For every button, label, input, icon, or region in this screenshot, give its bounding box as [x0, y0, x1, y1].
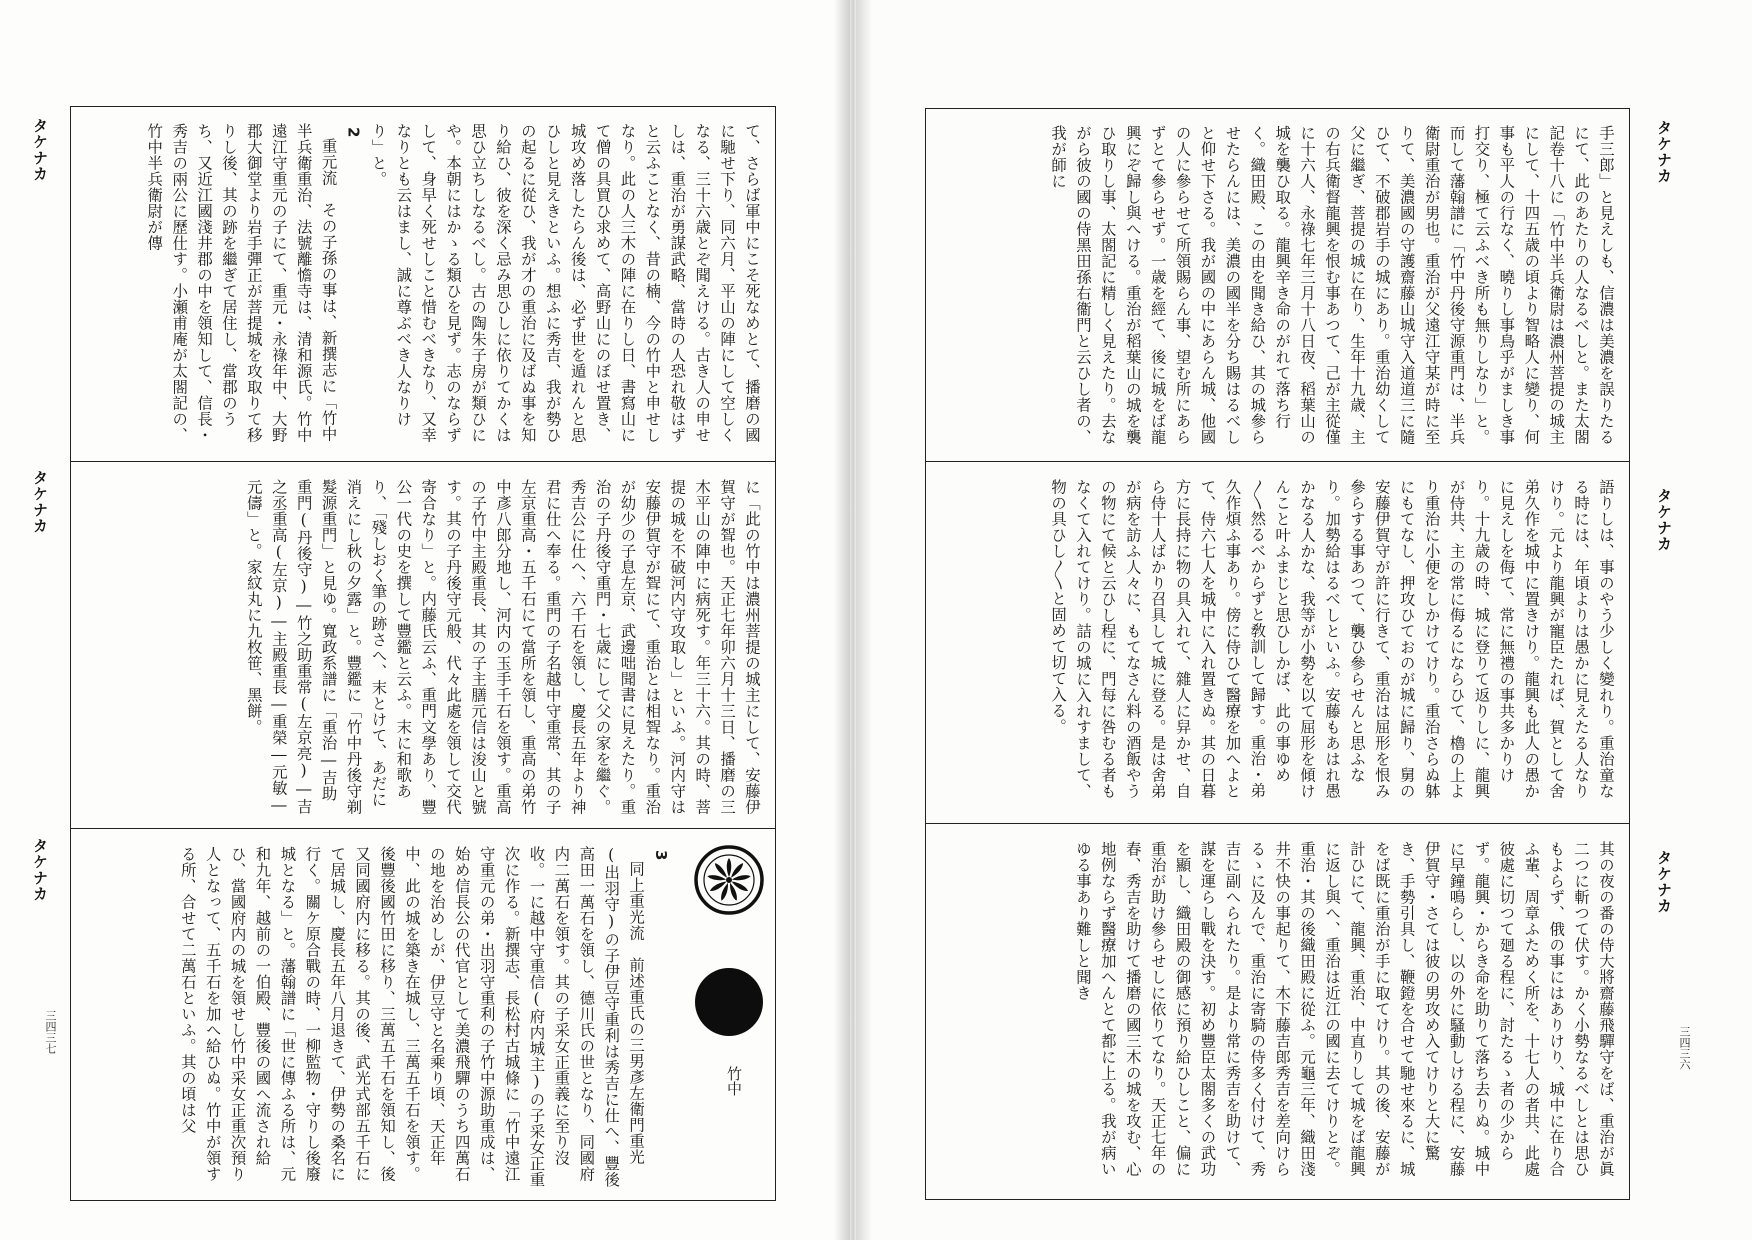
section-divider	[71, 828, 775, 829]
paragraph: 其の夜の番の侍大將齋藤飛驒守をば、重治が眞二つに斬つて伏す。かく小勢なるべしとは思ひもよらず、俄の事にはありけり、城中に在り合ふ輩、周章ふためく所を、十七人の者共、此處彼處に切つて廻る程に、討たるゝ者の少からず。龍興・からき命を助りて落ち去りぬ。城中に早鐘鳴らし、以の外に騷動しける程に、安藤伊賀守・さては彼の男攻め入てけりと大に驚き、手勢引具し、鞭鐙を合せて馳せ來るに、城をば既に重治が手に取てけり。其の後、安藤が計ひにて、龍興、重治、中直りして城をば龍興に返し與へ、重治は近江の國に去てけりとぞ。重治・其の後織田殿に從ふ。元龜三年、織田淺井不快の事起りて、木下藤吉郎秀吉を差向けらるゝに及んで、重治に寄騎の侍多く付けて、秀吉に副へられたり。是より常に秀吉を助けて、謀を運らし戰を決す。初め豐臣太閤多くの武功を顯し、織田殿の御感に預り給ひしこと、偏に重治が助け參らせしに依りてなり。天正七年の春、秀吉を助けて播磨の國三木の城を攻む、心地例ならず醫療加へんとて都に上る。我が病いゆる事あり難しと聞き	[1073, 841, 1615, 1177]
paragraph: 同上重光流 前述重氏の三男彥左衛門重光(出羽守)の子伊豆守重利は秀吉に仕へ、豐後高田一萬石を領し、德川氏の世となり、同國府内二萬石を領す。其の子采女正重義に至り沒收。一に越中守重信(府内城主)の子采女正重次に作る。新撰志、長松村古城條に「竹中遠江守重元の弟・出羽守重利の子竹中源助重成は、始め信長公の代官として美濃飛驒のうち四萬石の地を治めしが、伊豆守と名乘り頃、天正年中、此の城を築き在城し、三萬五千石を領す。後豐後國竹田に移り、三萬五千石を領知し、後又同國府内に移る。其の後、武光式部五千石にて居城し、慶長五年八月退きて、伊勢の桑名に行く。關ケ原合戰の時、一柳監物・守りし後廢城となる」と。藩翰譜に「世に傳ふる所は、元和九年、越前の一伯殿、豐後の國へ流され給ひ、當國府内の城を領せし竹中采女正重次預り人となって、五千石を加へ給ひぬ。竹中が領する所、合せて二萬石といふ。其の頃は父	[178, 846, 646, 1188]
family-crests	[685, 836, 773, 1186]
right-page	[856, 0, 1752, 1240]
section-divider	[926, 461, 1629, 462]
paragraph: に「此の竹中は濃州菩提の城主にして、安藤伊賀守が聟也。天正七年卯六月十三日、播磨の三木平山の陣中に病死す。年三十六。其の時、菩提の城を不破河内守攻取し」といふ。河内守は安藤伊賀守が聟にて、重治とは相聟なり。重治が幼少の子息左京、武邊咄聞書に見えたり。重治の子丹後守重門・七歳にして父の家を繼ぐ。秀吉公に仕へ、六千石を領し、慶長五年より神君に仕へ奉る。重門の子名越中守重常、其の子左京重高・五千石にて當所を領し、重高の弟竹中彥八郎分地し、河内の玉手千石を領す。重高の子竹中主殿重長、其の子主膳元信は浚山と號す。其の子丹後守元般、代々此處を領して交代寄合なり」と。内藤氏云ふ、重門文學あり、豐公一代の史を撰して豐鑑と云ふ。末に和歌あり、「殘しおく筆の跡さへ、末とけて、あだに消えにし秋の夕露」と。豐鑑に「竹中丹後守剃髮源重門」と見ゆ。寬政系譜に「重治―吉助重門(丹後守)―竹之助重常(左京亮)―吉之丞重高(左京)―主殿重長―重榮―元敏―元儔」と。家紋丸に九枚笹、黑餅。	[244, 479, 761, 815]
index-tab-katakana: タケナカ	[1655, 488, 1673, 552]
paragraph: 手三郎」と見えしも、信濃は美濃を誤りたるにて、此のあたりの人なるべしと。また太閤記卷十八に「竹中半兵衛尉は濃州菩提の城主にして、十四五歳の頃より智略人に變り、何事も平人の行なく、曉りし事鳥乎がましき事打交り、極て云ふべき所も無りしなり」と。而して藩翰譜に「竹中丹後守源重門は、半兵衛尉重治が男也。重治が父遠江守某が時に至りて、美濃國の守護齋藤山城守入道道三に隨ひて、不破郡岩手の城にあり。重治幼くして父に繼ぎ、菩提の城に在り、生年十九歳、主の右兵衛督龍興を恨む事あつて、己が主從僅に十六人、永祿七年三月十八日夜、稻葉山の城を襲ひ取る。龍興辛き命のがれて落ち行く。織田殿、この由を聞き給ひ、其の城參らせたらんには、美濃の國半を分ち賜はるべしと仰せ下さる。我が國の中にあらん城、他國の人に參らせて所領賜らん事、望む所にあらずとて參らせず。一歳を經て、後に城をば龍興にぞ歸し與へける。重治が稻葉山の城を襲ひ取りし事、太閤記に精しく見えたり。去ながら彼の國の侍黑田孫右衞門と云ひし者の、我が師に	[1049, 125, 1615, 445]
index-tab-katakana: タケナカ	[31, 118, 49, 182]
section-middle	[926, 463, 1628, 821]
section-number: 2	[344, 127, 363, 139]
page-folio: 三四三七	[44, 1010, 57, 1054]
paragraph: 語りしは、事のやう少しく變れり。重治童なる時には、年頃よりは愚かに見えたる人なりけり。元より龍興が寵臣たれば、賀として舍弟久作を城中に置きけり。龍興も此人の愚かに見えしを侮て、常に無禮の事共多かりけり。十九歳の時、城に登りて返りしに、龍興が侍共、主の常に侮るにならひて、櫓の上より重治に小便をしかけてけり。重治さらぬ躰にもてなし、押攻ひておのが城に歸り、舅の安藤伊賀守が許に行きて、重治は屈形を恨み參らする事あつて、襲ひ參らせんと思ふなり。加勢給はるべしといふ。安藤もあはれ愚かなる人かな、我等が小勢を以て屈形を傾けんこと叶ふまじと思ひしかば、此の事ゆめ〳〵然るべからずと敎訓して歸す。重治・弟久作煩ふ事あり。傍に侍ひて醫療を加へよとて、侍六七人を城中に入れ置きぬ。其の日暮方に長持に物の具入れて、雜人に舁かせ、自ら侍十人ばかり召具して城に登る。是は舍弟が病を訪ふ人々に、もてなさん料の酒飯やうの物にて候と云ひし程に、門每に咎むる者もなくて入れてけり。詰の城に入れすまして、物の具ひし〳〵と固めて切て入る。	[1049, 479, 1615, 799]
index-tab-katakana: タケナカ	[1655, 850, 1673, 914]
section-divider	[71, 461, 775, 462]
kuro-mochi-crest-icon	[695, 968, 763, 1036]
section-bottom	[926, 825, 1628, 1197]
text-frame	[925, 108, 1630, 1200]
left-page	[0, 0, 850, 1240]
index-tab-katakana: タケナカ	[31, 470, 49, 534]
page-folio: 三四三六	[1678, 1026, 1691, 1070]
section-middle	[71, 463, 774, 827]
crest-caption: 竹中	[725, 1066, 743, 1096]
index-tab-katakana: タケナカ	[31, 838, 49, 902]
crest-images	[685, 836, 773, 1056]
section-top	[71, 107, 774, 459]
text-frame	[70, 106, 776, 1201]
maru-ni-kumai-zasa-crest-icon	[696, 847, 762, 913]
left-page-shadow	[834, 0, 850, 1240]
index-tab-katakana: タケナカ	[1655, 120, 1673, 184]
right-page-shadow	[856, 0, 872, 1240]
section-bottom	[71, 830, 683, 1198]
paragraph: 重元流 その子孫の事は、新撰志に「竹中半兵衛重治、法號離憺寺は、清和源氏。竹中遠江守重元の子にて、重元・永祿年中、大野郡大御堂より岩手彈正が菩提城を攻取りて移りし後、其の跡を繼ぎて居住し、當郡のうち、又近江國淺井郡の中を領知して、信長・秀吉の兩公に歷仕す。小瀬甫庵が太閤記の、竹中半兵衛尉が傳	[145, 123, 338, 443]
paragraph: て、さらば軍中にこそ死なめとて、播磨の國に馳せ下り、同六月、平山の陣にして空しくなる、三十六歳とぞ聞えける。古き人の申せしは、重治が勇謀武略、當時の人恐れ敬はずと云ふことなく、昔の楠、今の竹中と申せしなり。此の人三木の陣に在りし日、書寫山にて僧の具買ひ求めて、高野山にのぼせ置き、城攻め落したらん後は、必ず世を遁れんと思ひしと見えきといふ。想ふに秀吉、我が勢ひの起るに從ひ、我が才の重治に及ばぬ事を知り給ひ、彼を深く忌み思ひしに依りてかくは思ひ立ちしなるべし。古の陶朱子房が類ひにや。本朝にはかゝる類ひを見ず。志のならずして、身早く死せしこと惜むべきなり、又幸なりとも云はまし、誠に尊ぶべき人なりけり」と。	[369, 123, 761, 443]
section-top	[926, 109, 1628, 459]
section-divider	[926, 823, 1629, 824]
section-number: 3	[652, 850, 670, 862]
